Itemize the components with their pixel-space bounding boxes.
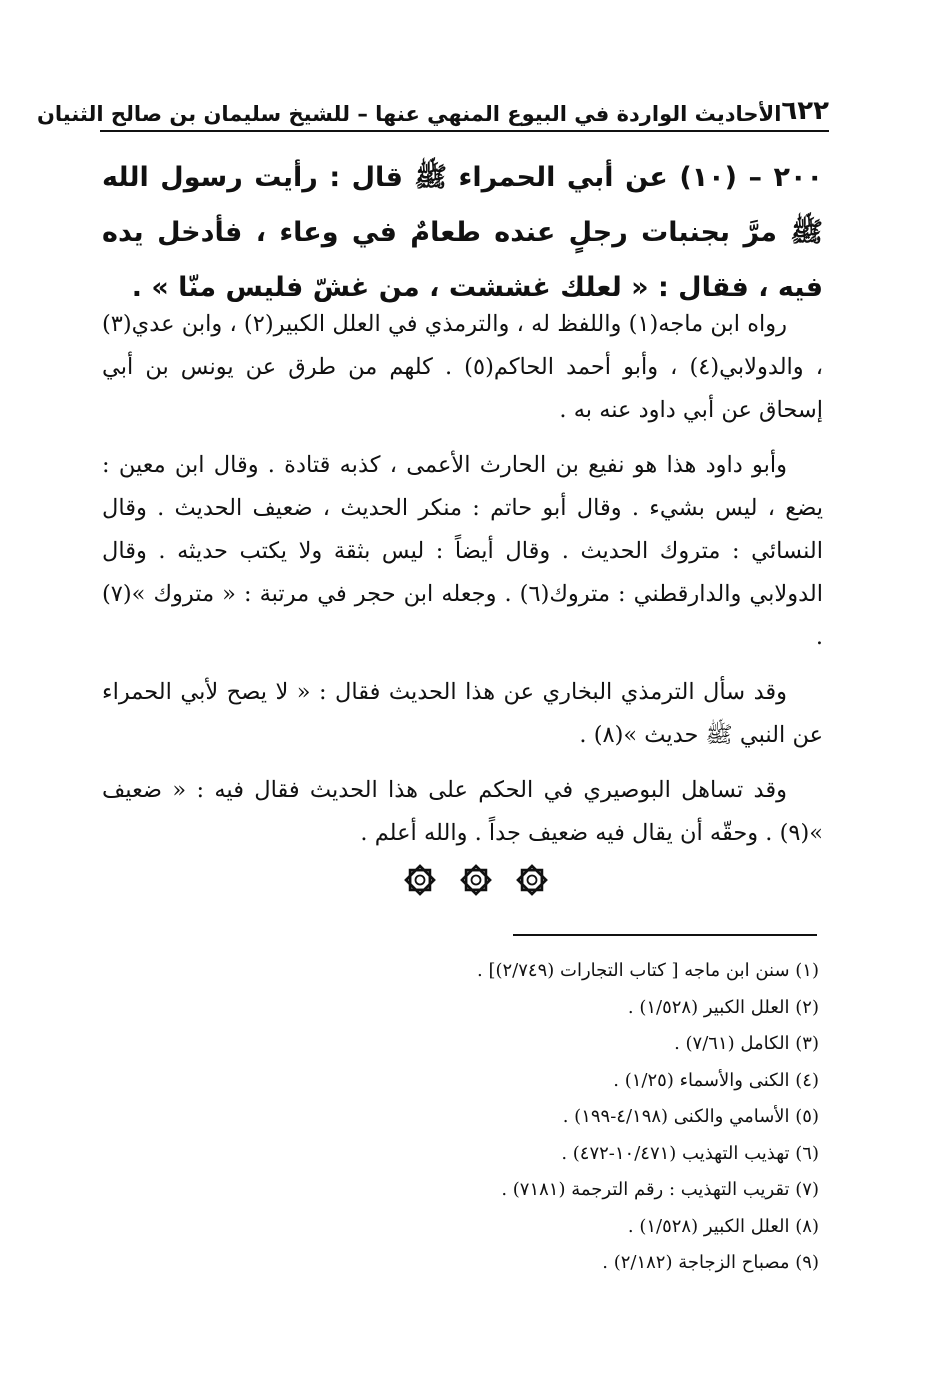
commentary — [102, 303, 823, 867]
eight-pointed-star-icon — [458, 862, 494, 898]
footnotes — [300, 953, 819, 1282]
footnote-3: (٣) الكامل (٧/٦١) . — [674, 1033, 819, 1054]
page-header — [36, 92, 829, 132]
section-ornament — [0, 862, 951, 898]
eight-pointed-star-icon — [402, 862, 438, 898]
running-title: الأحاديث الواردة في البيوع المنهي عنها – للشيخ سليمان بن صالح الثنيان — [36, 102, 782, 126]
paragraph-narrator-criticism: وأبو داود هذا هو نفيع بن الحارث الأعمى ، كذبه قتادة . وقال ابن معين : يضع ، ليس بشيء . وقال أبو حاتم : منكر الحديث ، ضعيف الحديث . وقال النسائي : متروك الحديث . وقال أيضاً : ليس بثقة ولا يكتب حديثه . وقال الدولابي والدارقطني : متروك(٦) . وجعله ابن حجر في مرتبة : « متروك »(٧) . — [102, 452, 823, 650]
footnote-4: (٤) الكنى والأسماء (١/٢٥) . — [613, 1069, 819, 1091]
footnote-9: (٩) مصباح الزجاجة (٢/١٨٢) . — [602, 1252, 819, 1273]
footnote-7: (٧) تقريب التهذيب : رقم الترجمة (٧١٨١) . — [501, 1179, 819, 1200]
footnote-1: (١) سنن ابن ماجه [ كتاب التجارات (٢/٧٤٩)] . — [477, 960, 819, 981]
paragraph-takhrij: رواه ابن ماجه(١) واللفظ له ، والترمذي في العلل الكبير(٢) ، وابن عدي(٣) ، والدولابي(٤) ، وأبو أحمد الحاكم(٥) . كلهم من طرق عن يونس بن أبي إسحاق عن أبي داود عنه به . — [102, 311, 823, 423]
hadith-text: ٢٠٠ – (١٠) عن أبي الحمراء ﷺ قال : رأيت رسول الله ﷺ مرَّ بجنبات رجلٍ عنده طعامٌ في وعاء ، فأدخل يده فيه ، فقال : « لعلك غششت ، من غشّ فليس منّا » . — [102, 162, 823, 303]
page-number: ٦٢٢ — [781, 96, 829, 126]
footnote-2: (٢) العلل الكبير (١/٥٢٨) . — [627, 996, 819, 1018]
footnote-8: (٨) العلل الكبير (١/٥٢٨) . — [627, 1215, 819, 1237]
eight-pointed-star-icon — [514, 862, 550, 898]
paragraph-conclusion: وقد تساهل البوصيري في الحكم على هذا الحديث فقال فيه : « ضعيف »(٩) . وحقّه أن يقال فيه ضعيف جداً . والله أعلم . — [102, 777, 823, 846]
footnote-6: (٦) تهذيب التهذيب (١٠/٤٧١-٤٧٢) . — [561, 1142, 819, 1164]
footnote-5: (٥) الأسامي والكنى (٤/١٩٨-١٩٩) . — [562, 1106, 819, 1127]
footnote-separator — [513, 934, 817, 936]
paragraph-bukhari-opinion: وقد سأل الترمذي البخاري عن هذا الحديث فقال : « لا يصح لأبي الحمراء عن النبي ﷺ حديث »(٨) . — [102, 679, 823, 748]
